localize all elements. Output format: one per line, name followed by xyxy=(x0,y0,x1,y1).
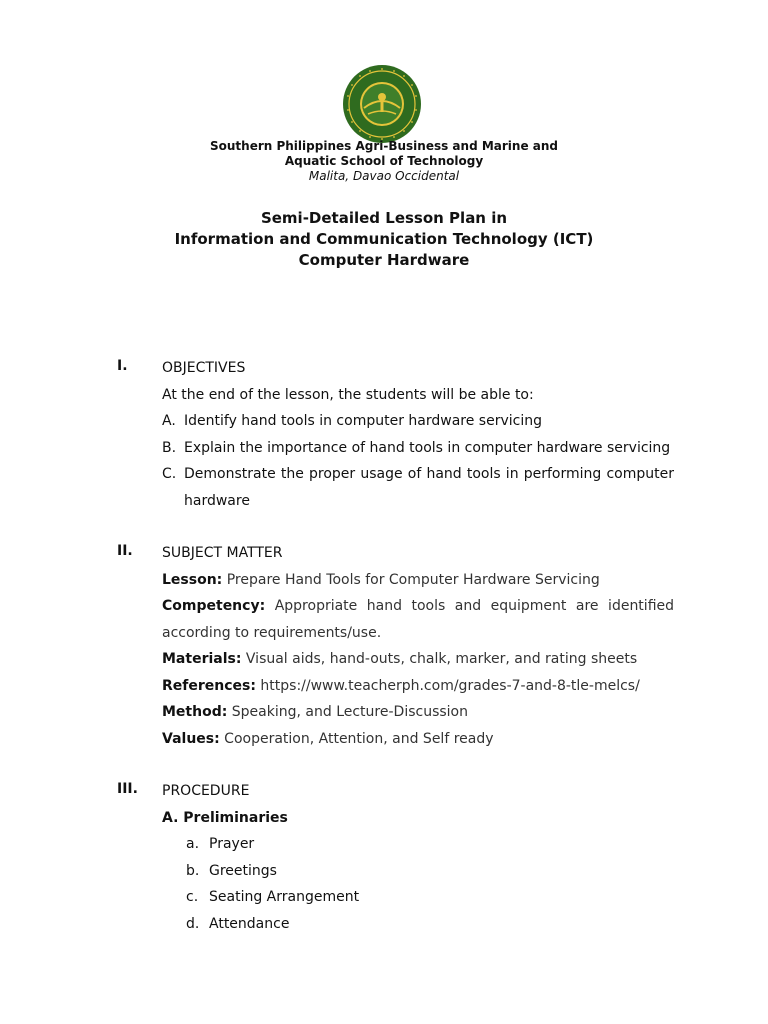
section-title: OBJECTIVES xyxy=(162,360,246,376)
values-field: Values: Cooperation, Attention, and Self ready xyxy=(162,730,494,747)
lesson-plan-title xyxy=(0,208,768,271)
title-line-2: Information and Communication Technology (ICT) xyxy=(174,230,594,248)
section-number: III. xyxy=(117,781,138,797)
list-item: b. Greetings xyxy=(186,862,277,879)
title-line-3: Computer Hardware xyxy=(298,251,470,269)
lesson-field: Lesson: Prepare Hand Tools for Computer Hardware Servicing xyxy=(162,571,600,588)
materials-field: Materials: Visual aids, hand-outs, chalk, marker, and rating sheets xyxy=(162,651,638,667)
section-title: PROCEDURE xyxy=(162,783,250,799)
section-title: SUBJECT MATTER xyxy=(162,545,283,561)
school-name-line-2: Aquatic School of Technology xyxy=(284,154,484,168)
list-item: d. Attendance xyxy=(186,915,290,932)
school-seal-logo xyxy=(342,64,422,144)
school-location: Malita, Davao Occidental xyxy=(308,169,460,183)
subsection-title: A. Preliminaries xyxy=(162,809,288,826)
objectives-intro: At the end of the lesson, the students will be able to: xyxy=(162,386,534,403)
objective-item: C. Demonstrate the proper usage of hand tools in performing computer xyxy=(162,466,674,482)
method-field: Method: Speaking, and Lecture-Discussion xyxy=(162,704,468,720)
preliminaries-list xyxy=(162,834,674,940)
title-line-1: Semi-Detailed Lesson Plan in xyxy=(260,209,508,227)
objective-item-continuation: hardware xyxy=(184,492,250,509)
list-item: c. Seating Arrangement xyxy=(186,889,360,905)
list-item: a. Prayer xyxy=(186,836,255,852)
section-number: II. xyxy=(117,543,133,559)
school-header xyxy=(0,139,768,184)
objective-item: B. Explain the importance of hand tools in computer hardware servicing xyxy=(162,439,671,456)
competency-continuation: according to requirements/use. xyxy=(162,624,382,641)
references-field: References: https://www.teacherph.com/grades-7-and-8-tle-melcs/ xyxy=(162,677,640,694)
objective-item: A. Identify hand tools in computer hardware servicing xyxy=(162,413,542,429)
competency-field: Competency: Appropriate hand tools and equipment are identified xyxy=(162,598,675,614)
school-name-line-1: Southern Philippines Agri-Business and Marine and xyxy=(209,139,558,153)
section-number: I. xyxy=(117,358,128,374)
